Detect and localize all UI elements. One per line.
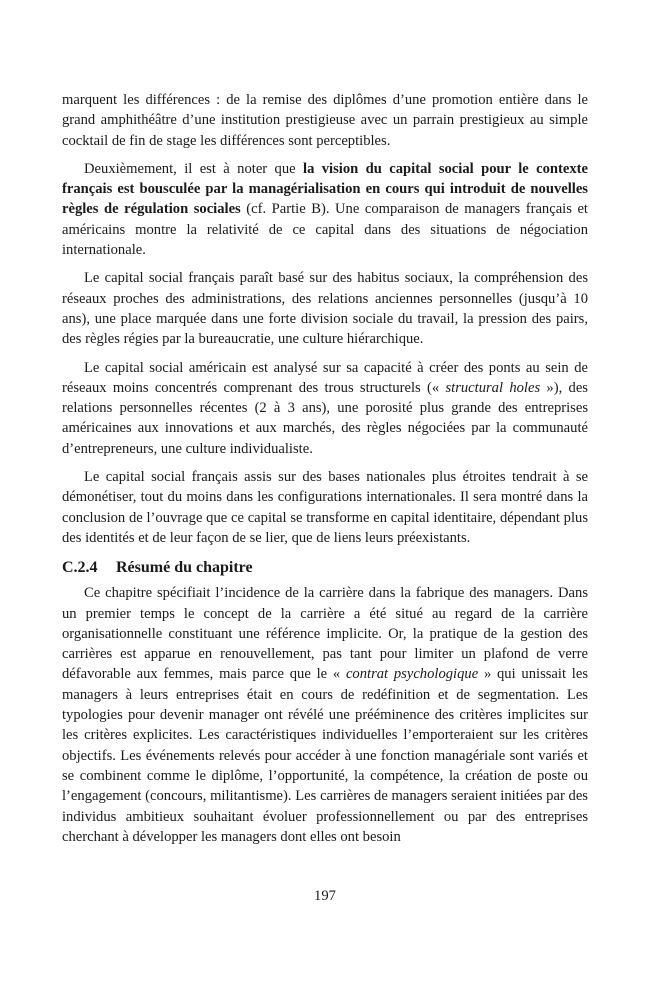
section-title: Résumé du chapitre	[116, 559, 253, 577]
paragraph-text: » qui unissait les managers à leurs entreprises était en cours de redéfinition et de segmentation. Les typologies pour devenir manager ont révélé une prééminence des critères implicites sur les critères explicites. Les caractéristiques individuelles l’emporteraient sur les critères objectifs. Les événements relevés pour accéder à une fonction managériale sont variés et se combinent comme le diplôme, l’opportunité, la compétence, la création de poste ou l’engagement (concours, militantisme). Les carrières de managers seraient initiées par des individus ambitieux souhaitant évoluer professionnellement ou par des entreprises cherchant à développer les managers dont elles ont besoin	[62, 666, 588, 845]
page-number: 197	[314, 888, 336, 904]
paragraph-continuation: marquent les différences : de la remise des diplômes d’une promotion entière dans le grand amphithéâtre d’une institution prestigieuse avec un parrain prestigieux au simple cocktail de fin de stage les différences sont perceptibles.	[62, 92, 588, 149]
section-number: C.2.4	[62, 559, 98, 577]
bold-emphasis: la vision du capital social pour le contexte français est bousculée par la managérialisation en cours qui introduit de nouvelles règles de régulation sociales	[62, 160, 588, 218]
paragraph-text: Deuxièmement, il est à noter que	[84, 160, 304, 177]
page-body	[62, 90, 588, 855]
paragraph-managerialisation	[62, 159, 588, 260]
paragraph-text: Le capital social américain est analysé sur sa capacité à créer des ponts au sein de réseaux moins concentrés comprenant des trous structurels («	[62, 359, 588, 396]
paragraph-chapter-summary	[62, 583, 588, 847]
italic-term: structural holes	[445, 379, 541, 396]
paragraph-text: »), des relations personnelles récentes (2 à 3 ans), une porosité plus grande des entreprises américaines aux innovations et aux marchés, des règles négociées par la communauté d’entrepreneurs, une culture individualiste.	[62, 379, 588, 457]
italic-term: contrat psychologique	[345, 666, 479, 683]
paragraph-french-capital: Le capital social français paraît basé sur des habitus sociaux, la compréhension des réseaux proches des administrations, des relations anciennes personnelles (jusqu’à 10 ans), une place marquée dans une forte division sociale du travail, la pression des pairs, des règles régies par la bureaucratie, une culture hiérarchique.	[62, 270, 588, 348]
paragraph-demonetisation: Le capital social français assis sur des bases nationales plus étroites tendrait à se démonétiser, tout du moins dans les configurations internationales. Il sera montré dans la conclusion de l’ouvrage que ce capital se transforme en capital identitaire, dépendant plus des identités et de leur façon de se lier, que de liens leurs préexistants.	[62, 469, 588, 546]
paragraph-text: (cf. Partie B). Une comparaison de managers français et américains montre la relativité de ce capital dans des situations de négociation internationale.	[62, 201, 588, 259]
section-heading	[62, 558, 588, 578]
paragraph-text: Ce chapitre spécifiait l’incidence de la carrière dans la fabrique des managers. Dans un premier temps le concept de la carrière a été situé au regard de la carrière organisationnelle constituant une référence implicite. Or, la pratique de la gestion des carrières est apparue en renouvellement, pas tant pour limiter un plafond de verre défavorable aux femmes, mais parce que le «	[62, 585, 588, 683]
paragraph-american-capital	[62, 358, 588, 459]
